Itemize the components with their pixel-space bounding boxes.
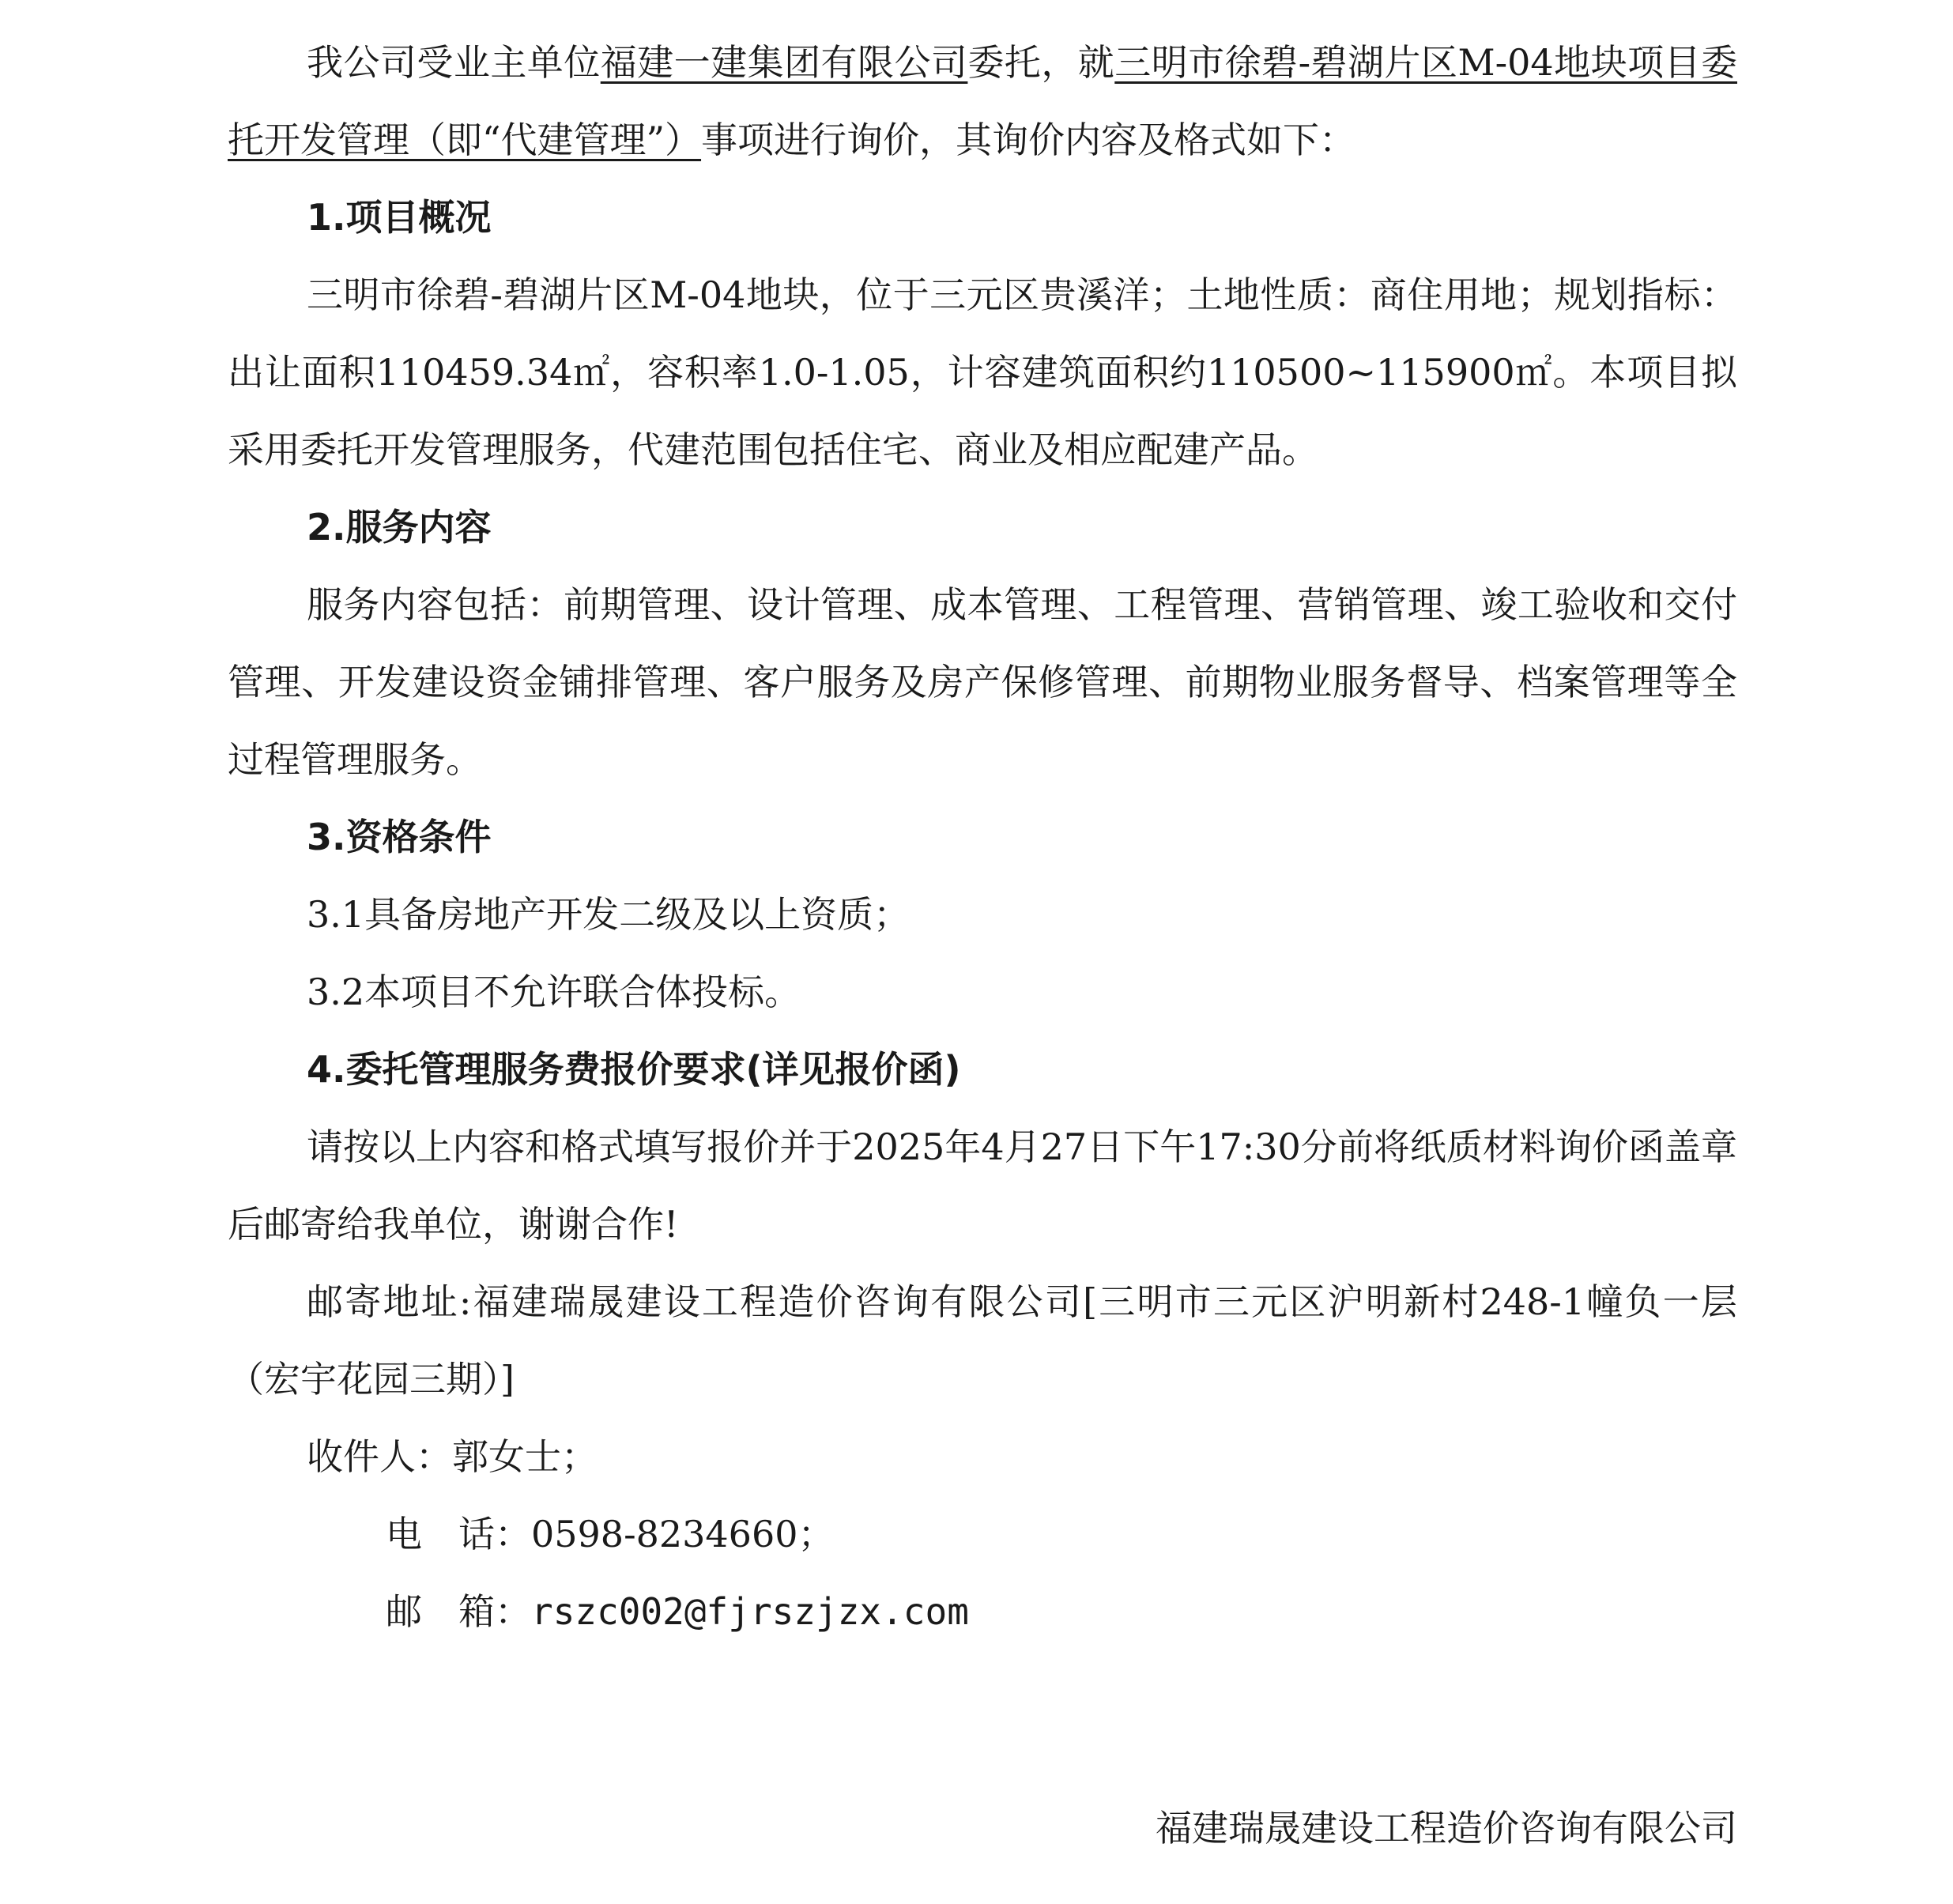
intro-text-2: 委托，就 <box>967 41 1115 84</box>
section-3-item-2: 3.2本项目不允许联合体投标。 <box>307 971 801 1013</box>
phone-number: 0598-8234660； <box>531 1513 835 1555</box>
phone-line <box>228 1495 1737 1573</box>
intro-text-3: 事项进行询价，其询价内容及格式如下： <box>701 119 1356 161</box>
signature-company: 福建瑞晟建设工程造价咨询有限公司 <box>1156 1807 1737 1849</box>
client-name: 福建一建集团有限公司 <box>600 41 968 84</box>
section-2-title: 2.服务内容 <box>307 506 492 549</box>
recipient: 收件人：郭女士； <box>307 1435 598 1478</box>
section-3-title: 3.资格条件 <box>307 816 492 858</box>
intro-paragraph <box>228 24 1737 179</box>
phone-label: 电 话： <box>386 1513 531 1555</box>
email-address: rszc002@fjrszjzx.com <box>531 1590 969 1633</box>
email-label: 邮 箱： <box>386 1590 531 1633</box>
section-3-item-1: 3.1具备房地产开发二级及以上资质； <box>307 893 911 936</box>
mailing-address: 邮寄地址:福建瑞晟建设工程造价咨询有限公司[三明市三元区沪明新村248-1幢负一层（宏宇花园三期）] <box>228 1280 1737 1401</box>
intro-text-1: 我公司受业主单位 <box>307 41 601 84</box>
section-2-body: 服务内容包括：前期管理、设计管理、成本管理、工程管理、营销管理、竣工验收和交付管理、开发建设资金铺排管理、客户服务及房产保修管理、前期物业服务督导、档案管理等全过程管理服务。 <box>228 583 1737 781</box>
project-name: 三明市徐碧-碧湖片区M-04地块项目委托开发管理（即“代建管理”） <box>228 41 1738 161</box>
section-1-title: 1.项目概况 <box>307 196 492 239</box>
document-body <box>228 24 1737 1650</box>
email-line <box>228 1573 1737 1650</box>
section-4-title: 4.委托管理服务费报价要求(详见报价函) <box>307 1048 961 1091</box>
section-1-body: 三明市徐碧-碧湖片区M-04地块，位于三元区贵溪洋；土地性质：商住用地；规划指标：出让面积110459.34㎡，容积率1.0-1.05，计容建筑面积约110500~115900㎡。本项目拟采用委托开发管理服务，代建范围包括住宅、商业及相应配建产品。 <box>228 273 1737 471</box>
section-4-body: 请按以上内容和格式填写报价并于2025年4月27日下午17:30分前将纸质材料询价函盖章后邮寄给我单位，谢谢合作! <box>228 1125 1737 1246</box>
